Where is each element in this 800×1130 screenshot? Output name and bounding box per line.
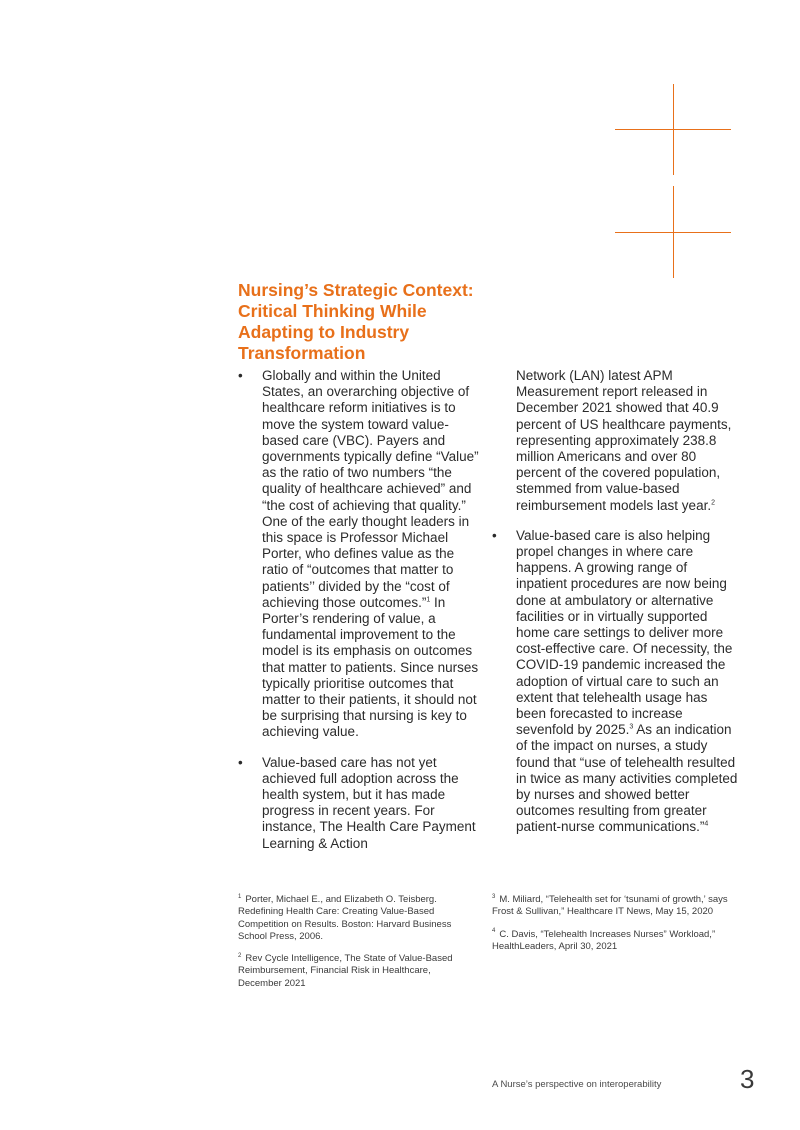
paragraph-text: Globally and within the United States, an overarching objective of healthcare reform initiatives is to move the system toward value-based care (VBC). Payers and governments typically define “Value” as the ratio of two numbers “the quality of healthcare achieved” and “the cost of achieving that quality.” One of the early thought leaders in this space is Professor Michael Porter, who defines value as the ratio of “outcomes that matter to patients’’ divided by the “cost of achieving those outcomes.” xyxy=(262,368,479,610)
footnotes-right xyxy=(492,894,732,963)
paragraph-text: Value-based care is also helping propel changes in where care happens. A growing range of inpatient procedures are now being done at ambulatory or alternative facilities or in virtually supported home care settings to deliver more cost-effective care. Of necessity, the COVID-19 pandemic increased the adoption of virtual care to such an extent that telehealth usage has been forecasted to increase sevenfold by 2025. xyxy=(516,527,733,738)
footnote-number: 1 xyxy=(238,893,242,900)
footer-document-title: A Nurse’s perspective on interoperability xyxy=(492,1079,662,1090)
footnote-ref-4[interactable]: 4 xyxy=(704,820,709,828)
bullet-paragraph-care-location xyxy=(492,528,738,836)
footnote-ref-2[interactable]: 2 xyxy=(711,499,715,507)
bullet-icon: • xyxy=(238,368,243,383)
paragraph-text: Network (LAN) latest APM Measurement report released in December 2021 showed that 40.9 percent of US healthcare payments, representing approximately 238.8 million Americans and over 80 percent of the covered population, stemmed from value-based reimbursement models last year. xyxy=(516,368,732,513)
bullet-icon: • xyxy=(238,754,243,770)
bullet-paragraph-adoption-continued xyxy=(492,368,738,514)
footnote-number: 2 xyxy=(238,953,242,960)
section-title: Nursing’s Strategic Context: Critical Thinking While Adapting to Industry Transformation xyxy=(238,280,474,363)
footnote-text: Rev Cycle Intelligence, The State of Value-Based Reimbursement, Financial Risk in Healthcare, December 2021 xyxy=(238,953,453,989)
right-column xyxy=(492,368,738,850)
left-column xyxy=(238,368,484,866)
footnote-text: C. Davis, “Telehealth Increases Nurses” Workload,” HealthLeaders, April 30, 2021 xyxy=(492,928,716,952)
decorative-line-horizontal-top xyxy=(615,129,731,130)
bullet-paragraph-value-definition xyxy=(238,368,484,741)
footnote-number: 3 xyxy=(492,893,496,900)
footnote-2 xyxy=(238,953,463,990)
footnote-text: Porter, Michael E., and Elizabeth O. Teisberg. Redefining Health Care: Creating Value-Based Competition on Results. Boston: Harvard Business School Press, 2006. xyxy=(238,894,452,942)
footnote-ref-3[interactable]: 3 xyxy=(629,723,634,731)
footnote-4 xyxy=(492,929,732,954)
paragraph-text: As an indication of the impact on nurses, a study found that “use of telehealth resulted in twice as many activities completed by nurses and showed better outcomes resulting from greater patient-nurse communications.” xyxy=(516,722,738,835)
bullet-icon: • xyxy=(492,527,497,543)
paragraph-text: Value-based care has not yet achieved full adoption across the health system, but it has made progress in recent years. For instance, The Health Care Payment Learning & Action xyxy=(262,754,476,851)
footnote-1 xyxy=(238,894,463,943)
bullet-paragraph-adoption xyxy=(238,755,484,852)
footnote-number: 4 xyxy=(492,928,496,935)
footnote-ref-1[interactable]: 1 xyxy=(426,596,431,604)
decorative-line-horizontal-bottom xyxy=(615,232,731,233)
paragraph-text: In Porter’s rendering of value, a fundamental improvement to the model is its emphasis on outcomes that matter to patients. Since nurses typically prioritise outcomes that matter to their patients, it should not be surprising that nursing is key to achieving value. xyxy=(262,594,479,740)
footnote-text: M. Miliard, “Telehealth set for ‘tsunami of growth,’ says Frost & Sullivan,” Healthcare IT News, May 15, 2020 xyxy=(492,894,728,918)
page-number: 3 xyxy=(740,1064,755,1094)
footnotes-left xyxy=(238,894,463,1000)
footnote-3 xyxy=(492,894,732,919)
